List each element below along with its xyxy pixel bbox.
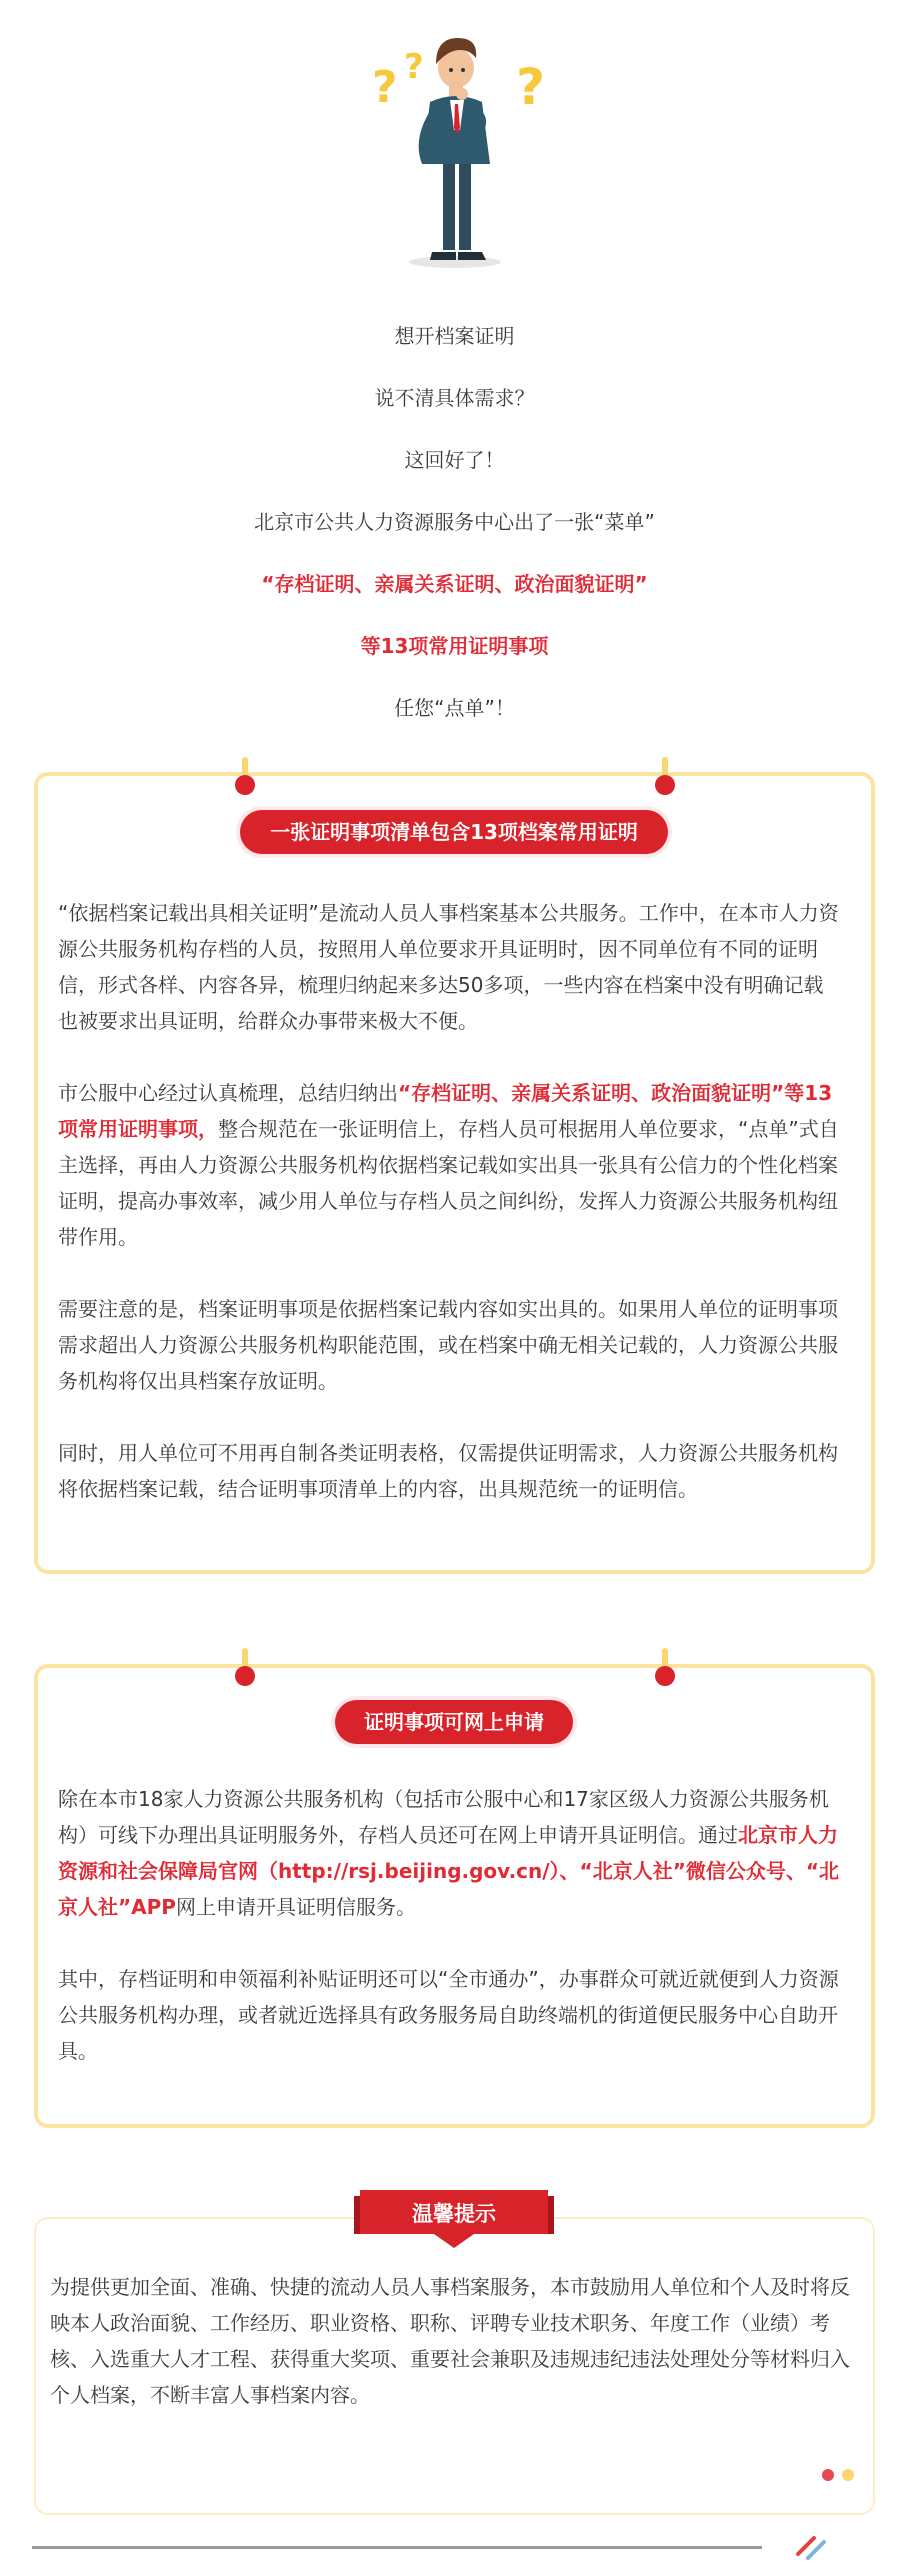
intro-line-2: 说不清具体需求？ — [374, 386, 535, 410]
section-title-2: 证明事项可网上申请 — [335, 1700, 573, 1744]
section3-paragraph-1: 为提供更加全面、准确、快捷的流动人员人事档案服务，本市鼓励用人单位和个人及时将反映本人政治面貌、工作经历、职业资格、职称、评聘专业技术职务、年度工作（业绩）考核、入选重大人才工程、获得重大奖项、重要社会兼职及违规违纪违法处理处分等材料归入个人档案，不断丰富人事档案内容。 — [50, 2275, 850, 2407]
intro-line-3: 这回好了！ — [404, 448, 505, 472]
intro-line-1: 想开档案证明 — [394, 324, 515, 348]
section-title-1: 一张证明事项清单包含13项档案常用证明 — [240, 810, 668, 854]
pencil-icon — [792, 2526, 832, 2562]
decorative-dots — [822, 2469, 862, 2485]
section2-paragraph-2: 其中，存档证明和申领福利补贴证明还可以“全市通办”，办事群众可就近就便到人力资源公共服务机构办理，或者就近选择具有政务服务局自助终端机的街道便民服务中心自助开具。 — [58, 1967, 839, 2063]
intro-line-4: 北京市公共人力资源服务中心出了一张“菜单” — [254, 510, 655, 534]
section1-paragraph-2: 市公服中心经过认真梳理，总结归纳出“存档证明、亲属关系证明、政治面貌证明”等13项常用证明事项，整合规范在一张证明信上，存档人员可根据用人单位要求，“点单”式自主选择，再由人力资源公共服务机构依据档案记载如实出具一张具有公信力的个性化档案证明，提高办事效率，减少用人单位与存档人员之间纠纷，发挥人力资源公共服务机构纽带作用。 — [58, 1081, 839, 1249]
section1-paragraph-3: 需要注意的是，档案证明事项是依据档案记载内容如实出具的。如果用人单位的证明事项需求超出人力资源公共服务机构职能范围，或在档案中确无相关记载的，人力资源公共服务机构将仅出具档案存放证明。 — [58, 1297, 838, 1393]
confused-man-illustration — [0, 0, 909, 290]
intro-line-7: 任您“点单”！ — [394, 696, 515, 720]
section-title-3: 温馨提示 — [412, 2202, 496, 2226]
intro-highlight-line-1: “存档证明、亲属关系证明、政治面貌证明” — [261, 572, 648, 596]
intro-highlight-line-2: 等13项常用证明事项 — [360, 634, 549, 658]
svg-text:?: ? — [516, 58, 546, 116]
section1-paragraph-4: 同时，用人单位可不用再自制各类证明表格，仅需提供证明需求，人力资源公共服务机构将依据档案记载，结合证明事项清单上的内容，出具规范统一的证明信。 — [58, 1441, 838, 1501]
svg-text:?: ? — [404, 47, 424, 87]
section1-paragraph-1: “依据档案记载出具相关证明”是流动人员人事档案基本公共服务。工作中，在本市人力资源公共服务机构存档的人员，按照用人单位要求开具证明时，因不同单位有不同的证明信，形式各样、内容各异，梳理归纳起来多达50多项，一些内容在档案中没有明确记载也被要求出具证明，给群众办事带来极大不便。 — [58, 901, 839, 1033]
section2-paragraph-1: 除在本市18家人力资源公共服务机构（包括市公服中心和17家区级人力资源公共服务机构）可线下办理出具证明服务外，存档人员还可在网上申请开具证明信。通过北京市人力资源和社会保障局官网（http://rsj.beijing.gov.cn/）、“北京人社”微信公众号、“北京人社”APP网上申请开具证明信服务。 — [58, 1787, 839, 1919]
footer-divider — [32, 2546, 762, 2549]
svg-text:?: ? — [372, 62, 398, 113]
